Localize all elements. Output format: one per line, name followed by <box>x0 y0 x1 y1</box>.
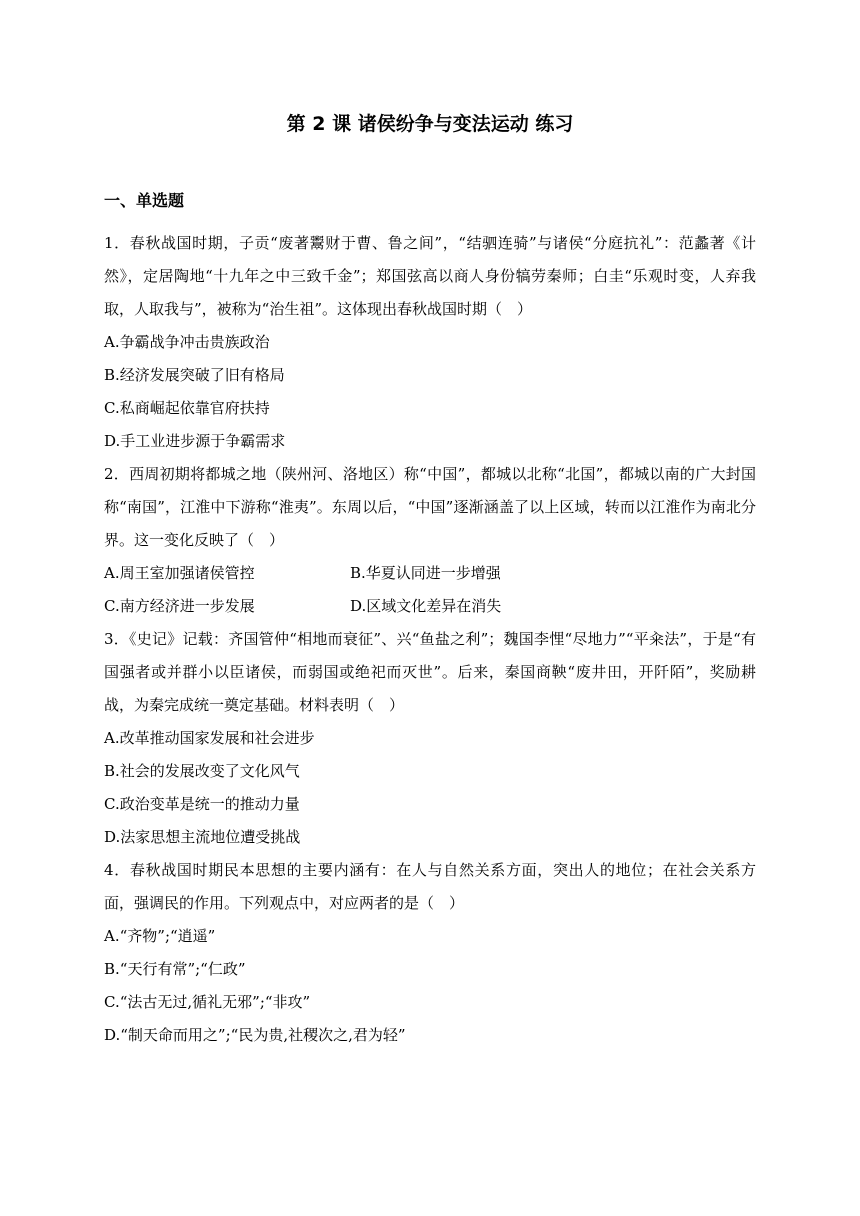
question-stem: 2．西周初期将都城之地（陕州河、洛地区）称“中国”，都城以北称“北国”，都城以南的广大封国称“南国”，江淮中下游称“淮夷”。东周以后，“中国”逐渐涵盖了以上区域，转而以江淮作为南北分界。这一变化反映了（ ） <box>104 465 756 549</box>
option-a: A.周王室加强诸侯管控 <box>104 564 255 582</box>
question-2 <box>104 458 756 623</box>
question-1 <box>104 227 756 458</box>
option-c: C.政治变革是统一的推动力量 <box>104 795 300 813</box>
question-list <box>104 227 756 1052</box>
question-stem: 4．春秋战国时期民本思想的主要内涵有：在人与自然关系方面，突出人的地位；在社会关系方面，强调民的作用。下列观点中，对应两者的是（ ） <box>104 861 756 912</box>
option-a: A.改革推动国家发展和社会进步 <box>104 729 315 747</box>
page-title: 第 2 课 诸侯纷争与变法运动 练习 <box>286 113 574 135</box>
option-a: A.争霸战争冲击贵族政治 <box>104 333 270 351</box>
option-b: B.社会的发展改变了文化风气 <box>104 762 300 780</box>
question-stem: 1．春秋战国时期，子贡“废著鬻财于曹、鲁之间”，“结驷连骑”与诸侯“分庭抗礼”：范蠡著《计然》，定居陶地“十九年之中三致千金”；郑国弦高以商人身份犒劳秦师；白圭“乐观时变，人弃我取，人取我与”，被称为“治生祖”。这体现出春秋战国时期（ ） <box>104 234 756 318</box>
option-d: D.区域文化差异在消失 <box>350 597 502 615</box>
option-c: C.南方经济进一步发展 <box>104 597 255 615</box>
option-a: A.“齐物”;“逍遥” <box>104 927 216 945</box>
option-b: B.经济发展突破了旧有格局 <box>104 366 285 384</box>
option-c: C.“法古无过,循礼无邪”;“非攻” <box>104 993 311 1011</box>
question-4 <box>104 854 756 1052</box>
option-row <box>104 590 756 623</box>
section-heading: 一、单选题 <box>104 191 185 210</box>
option-b: B.“天行有常”;“仁政” <box>104 960 246 978</box>
option-row <box>104 557 756 590</box>
option-c: C.私商崛起依靠官府扶持 <box>104 399 270 417</box>
option-d: D.法家思想主流地位遭受挑战 <box>104 828 301 846</box>
option-d: D.手工业进步源于争霸需求 <box>104 432 286 450</box>
option-b: B.华夏认同进一步增强 <box>350 564 501 582</box>
question-3 <box>104 623 756 854</box>
option-d: D.“制天命而用之”;“民为贵,社稷次之,君为轻” <box>104 1026 406 1044</box>
question-stem: 3．《史记》记载：齐国管仲“相地而衰征”、兴“鱼盐之利”；魏国李悝“尽地力”“平籴法”，于是“有国强者或并群小以臣诸侯，而弱国或绝祀而灭世”。后来，秦国商鞅“废井田，开阡陌”，奖励耕战，为秦完成统一奠定基础。材料表明（ ） <box>104 630 756 714</box>
